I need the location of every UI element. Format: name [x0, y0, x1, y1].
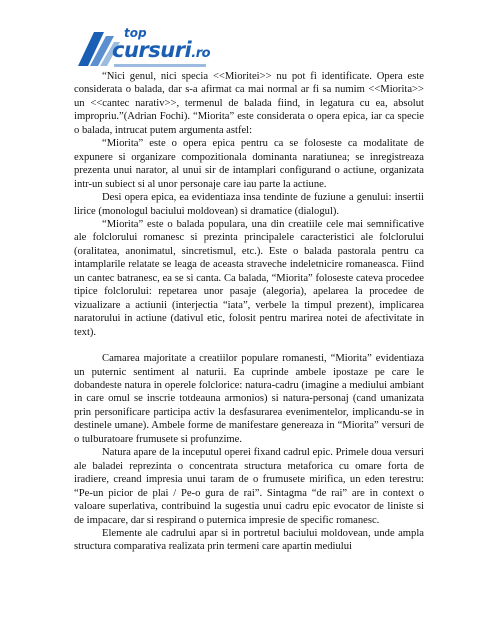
- logo-name: [112, 38, 210, 62]
- paragraph-portrait: Elemente ale cadrului apar si in portretul baciului moldovean, unde ampla structura comparativa realizata prin termeni care apartin mediului: [74, 527, 424, 553]
- logo-underline: [114, 64, 206, 67]
- logo-ext-text: .ro: [191, 46, 211, 61]
- logo-top-text: top: [124, 26, 147, 40]
- paragraph-genre-quote: “Nici genul, nici specia <<Mioritei>> nu pot fi identificate. Opera este considerata o balada, dar s-a afirmat ca mai normal ar fi sa numim <<Miorita>> un <<cantec narativ>>, termenul de balada fiind, in legatura cu ea, absolut impropriu.”(Adrian Fochi). “Miorita” este considerata o opera epica, iar ca specie o balada, intrucat putem argumenta astfel:: [74, 71, 424, 136]
- site-logo: [74, 26, 211, 74]
- paragraph-epic-setting: Natura apare de la inceputul operei fixand cadrul epic. Primele doua versuri ale baladei reprezinta o concentrata structura metaforica cu omare forta de iradiere, creand impresia unui taram de o frumusete mirifica, un eden terestru: “Pe-un picior de plai / Pe-o gura de rai”. Sintagma “de rai” are in context o valoare superlativa, contribuind la sugestia unui cadru epic evocator de liniste si de impacare, dar si respirand o puternica impresie de specific romanesc.: [74, 447, 424, 526]
- paragraph-nature-feeling: Camarea majoritate a creatiilor populare romanesti, “Miorita” evidentiaza un puternic sentiment al naturii. Ea cuprinde ambele ipostaze pe care le dobandeste natura in operele folclorice: natura-cadru (imagine a mediului ambiant in care omul se inscrie totdeauna armonios) si natura-personaj (cand umanizata prin personificare participa activ la desfasurarea evenimentelor, implicandu-se in destinele umane). Ambele forme de manifestare genereaza in “Miorita” versuri de o tulburatoare frumusete si profunzime.: [74, 353, 424, 445]
- paragraph-epic-argument: “Miorita” este o opera epica pentru ca se foloseste ca modalitate de expunere si organizare compozitionala dominanta naratiunea; se inregistreaza prezenta unui narator, al unui sir de intamplari configurand o actiune, organizata intr-un subiect si al unor personaje care iau parte la actiune.: [74, 138, 424, 190]
- document-body: [74, 70, 424, 554]
- logo-name-text: cursuri: [112, 38, 192, 62]
- paragraph-genre-fusion: Desi opera epica, ea evidentiaza insa tendinte de fuziune a genului: insertii lirice (monologul baciului moldovean) si dramatice (dialogul).: [74, 192, 424, 217]
- paragraph-folk-ballad: “Miorita” este o balada populara, una din creatiile cele mai semnificative ale folclorului romanesc si prezinta principalele caracteristici ale folclorului (oralitatea, anonimatul, sincretismul, etc.). Este o balada pastorala pentru ca intamplarile relatate se leaga de aceasta straveche indeletnicire romaneasca. Fiind un cantec batranesc, ea se si canta. Ca balada, “Miorita” foloseste cateva procedee tipice folclorului: repetarea unor pasaje (alegoria), apelarea la procedee de vizualizare a actiunii (interjectia “iata”, verbele la timpul prezent), implicarea naratorului in actiune (dativul etic, folosit pentru marirea notei de afectivitate in text).: [74, 218, 424, 338]
